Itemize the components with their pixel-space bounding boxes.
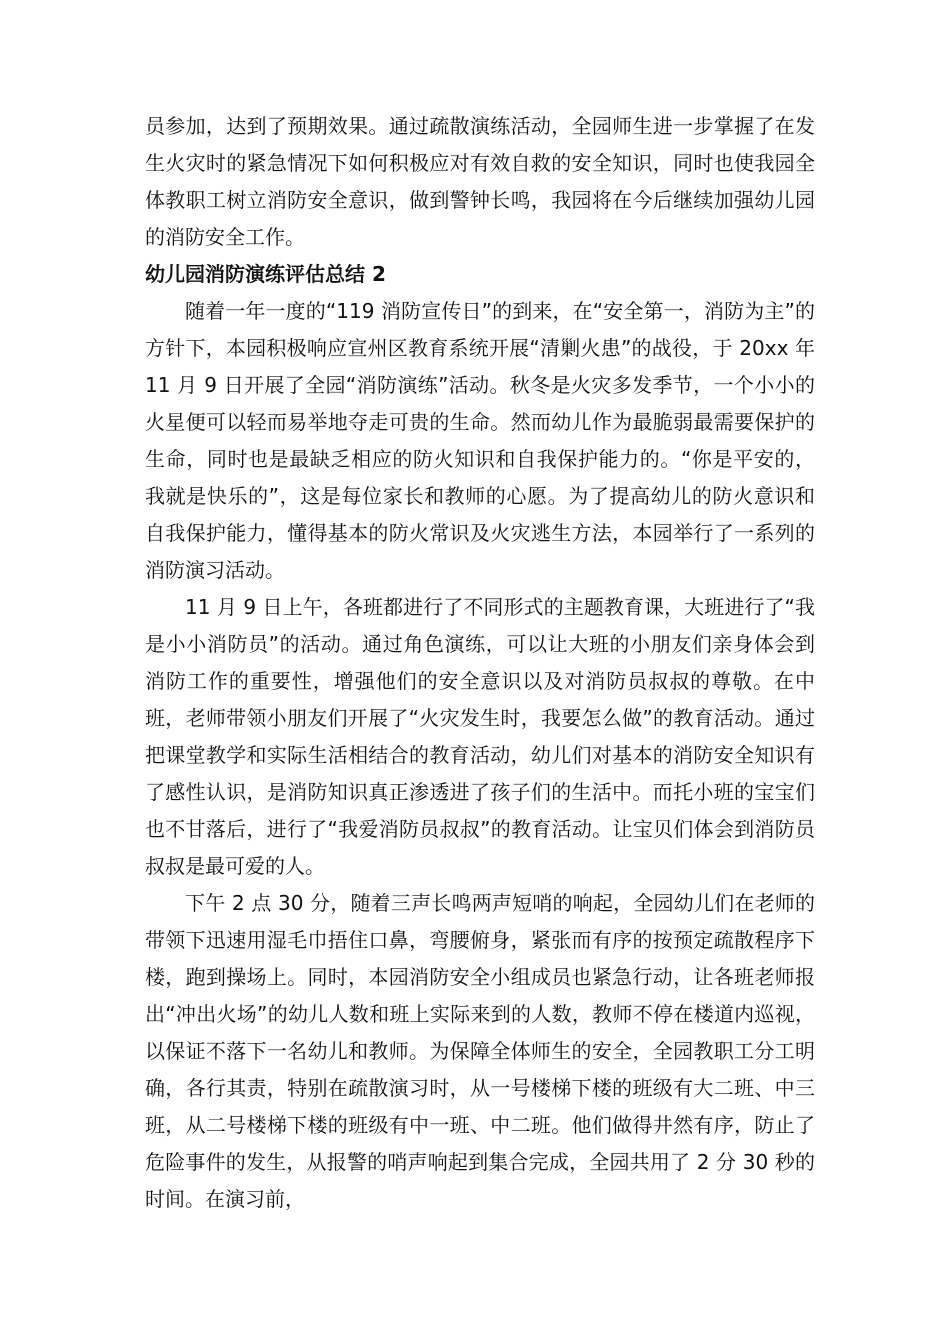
paragraph-intro: 随着一年一度的“119 消防宣传日”的到来，在“安全第一，消防为主”的方针下，本园积极响应宣州区教育系统开展“清剿火患”的战役，于 20xx 年 11 月 9 日开展了全园“消防演练”活动。秋冬是火灾多发季节，一个小小的火星便可以轻而易举地夺走可贵的生命。然而幼儿作为最脆弱最需要保护的生命，同时也是最缺乏相应的防火知识和自我保护能力的。“你是平安的，我就是快乐的”，这是每位家长和教师的心愿。为了提高幼儿的防火意识和自我保护能力，懂得基本的防火常识及火灾逃生方法，本园举行了一系列的消防演习活动。 — [145, 299, 815, 582]
section-heading: 幼儿园消防演练评估总结 2 — [145, 262, 386, 286]
paragraph-continued: 员参加，达到了预期效果。通过疏散演练活动，全园师生进一步掌握了在发生火灾时的紧急情况下如何积极应对有效自救的安全知识，同时也使我园全体教职工树立消防安全意识，做到警钟长鸣，我园将在今后继续加强幼儿园的消防安全工作。 — [145, 114, 815, 249]
document-body — [145, 108, 815, 1218]
paragraph-afternoon: 下午 2 点 30 分，随着三声长鸣两声短哨的响起，全园幼儿们在老师的带领下迅速用湿毛巾捂住口鼻，弯腰俯身，紧张而有序的按预定疏散程序下楼，跑到操场上。同时，本园消防安全小组成员也紧急行动，让各班老师报出“冲出火场”的幼儿人数和班上实际来到的人数，教师不停在楼道内巡视，以保证不落下一名幼儿和教师。为保障全体师生的安全，全园教职工分工明确，各行其责，特别在疏散演习时，从一号楼梯下楼的班级有大二班、中三班，从二号楼梯下楼的班级有中一班、中二班。他们做得井然有序，防止了危险事件的发生，从报警的哨声响起到集合完成，全园共用了 2 分 30 秒的时间。在演习前， — [145, 891, 815, 1211]
paragraph-morning: 11 月 9 日上午，各班都进行了不同形式的主题教育课，大班进行了“我是小小消防员”的活动。通过角色演练，可以让大班的小朋友们亲身体会到消防工作的重要性，增强他们的安全意识以及对消防员叔叔的尊敬。在中班，老师带领小朋友们开展了“火灾发生时，我要怎么做”的教育活动。通过把课堂教学和实际生活相结合的教育活动，幼儿们对基本的消防安全知识有了感性认识，是消防知识真正渗透进了孩子们的生活中。而托小班的宝宝们也不甘落后，进行了“我爱消防员叔叔”的教育活动。让宝贝们体会到消防员叔叔是最可爱的人。 — [145, 595, 815, 878]
